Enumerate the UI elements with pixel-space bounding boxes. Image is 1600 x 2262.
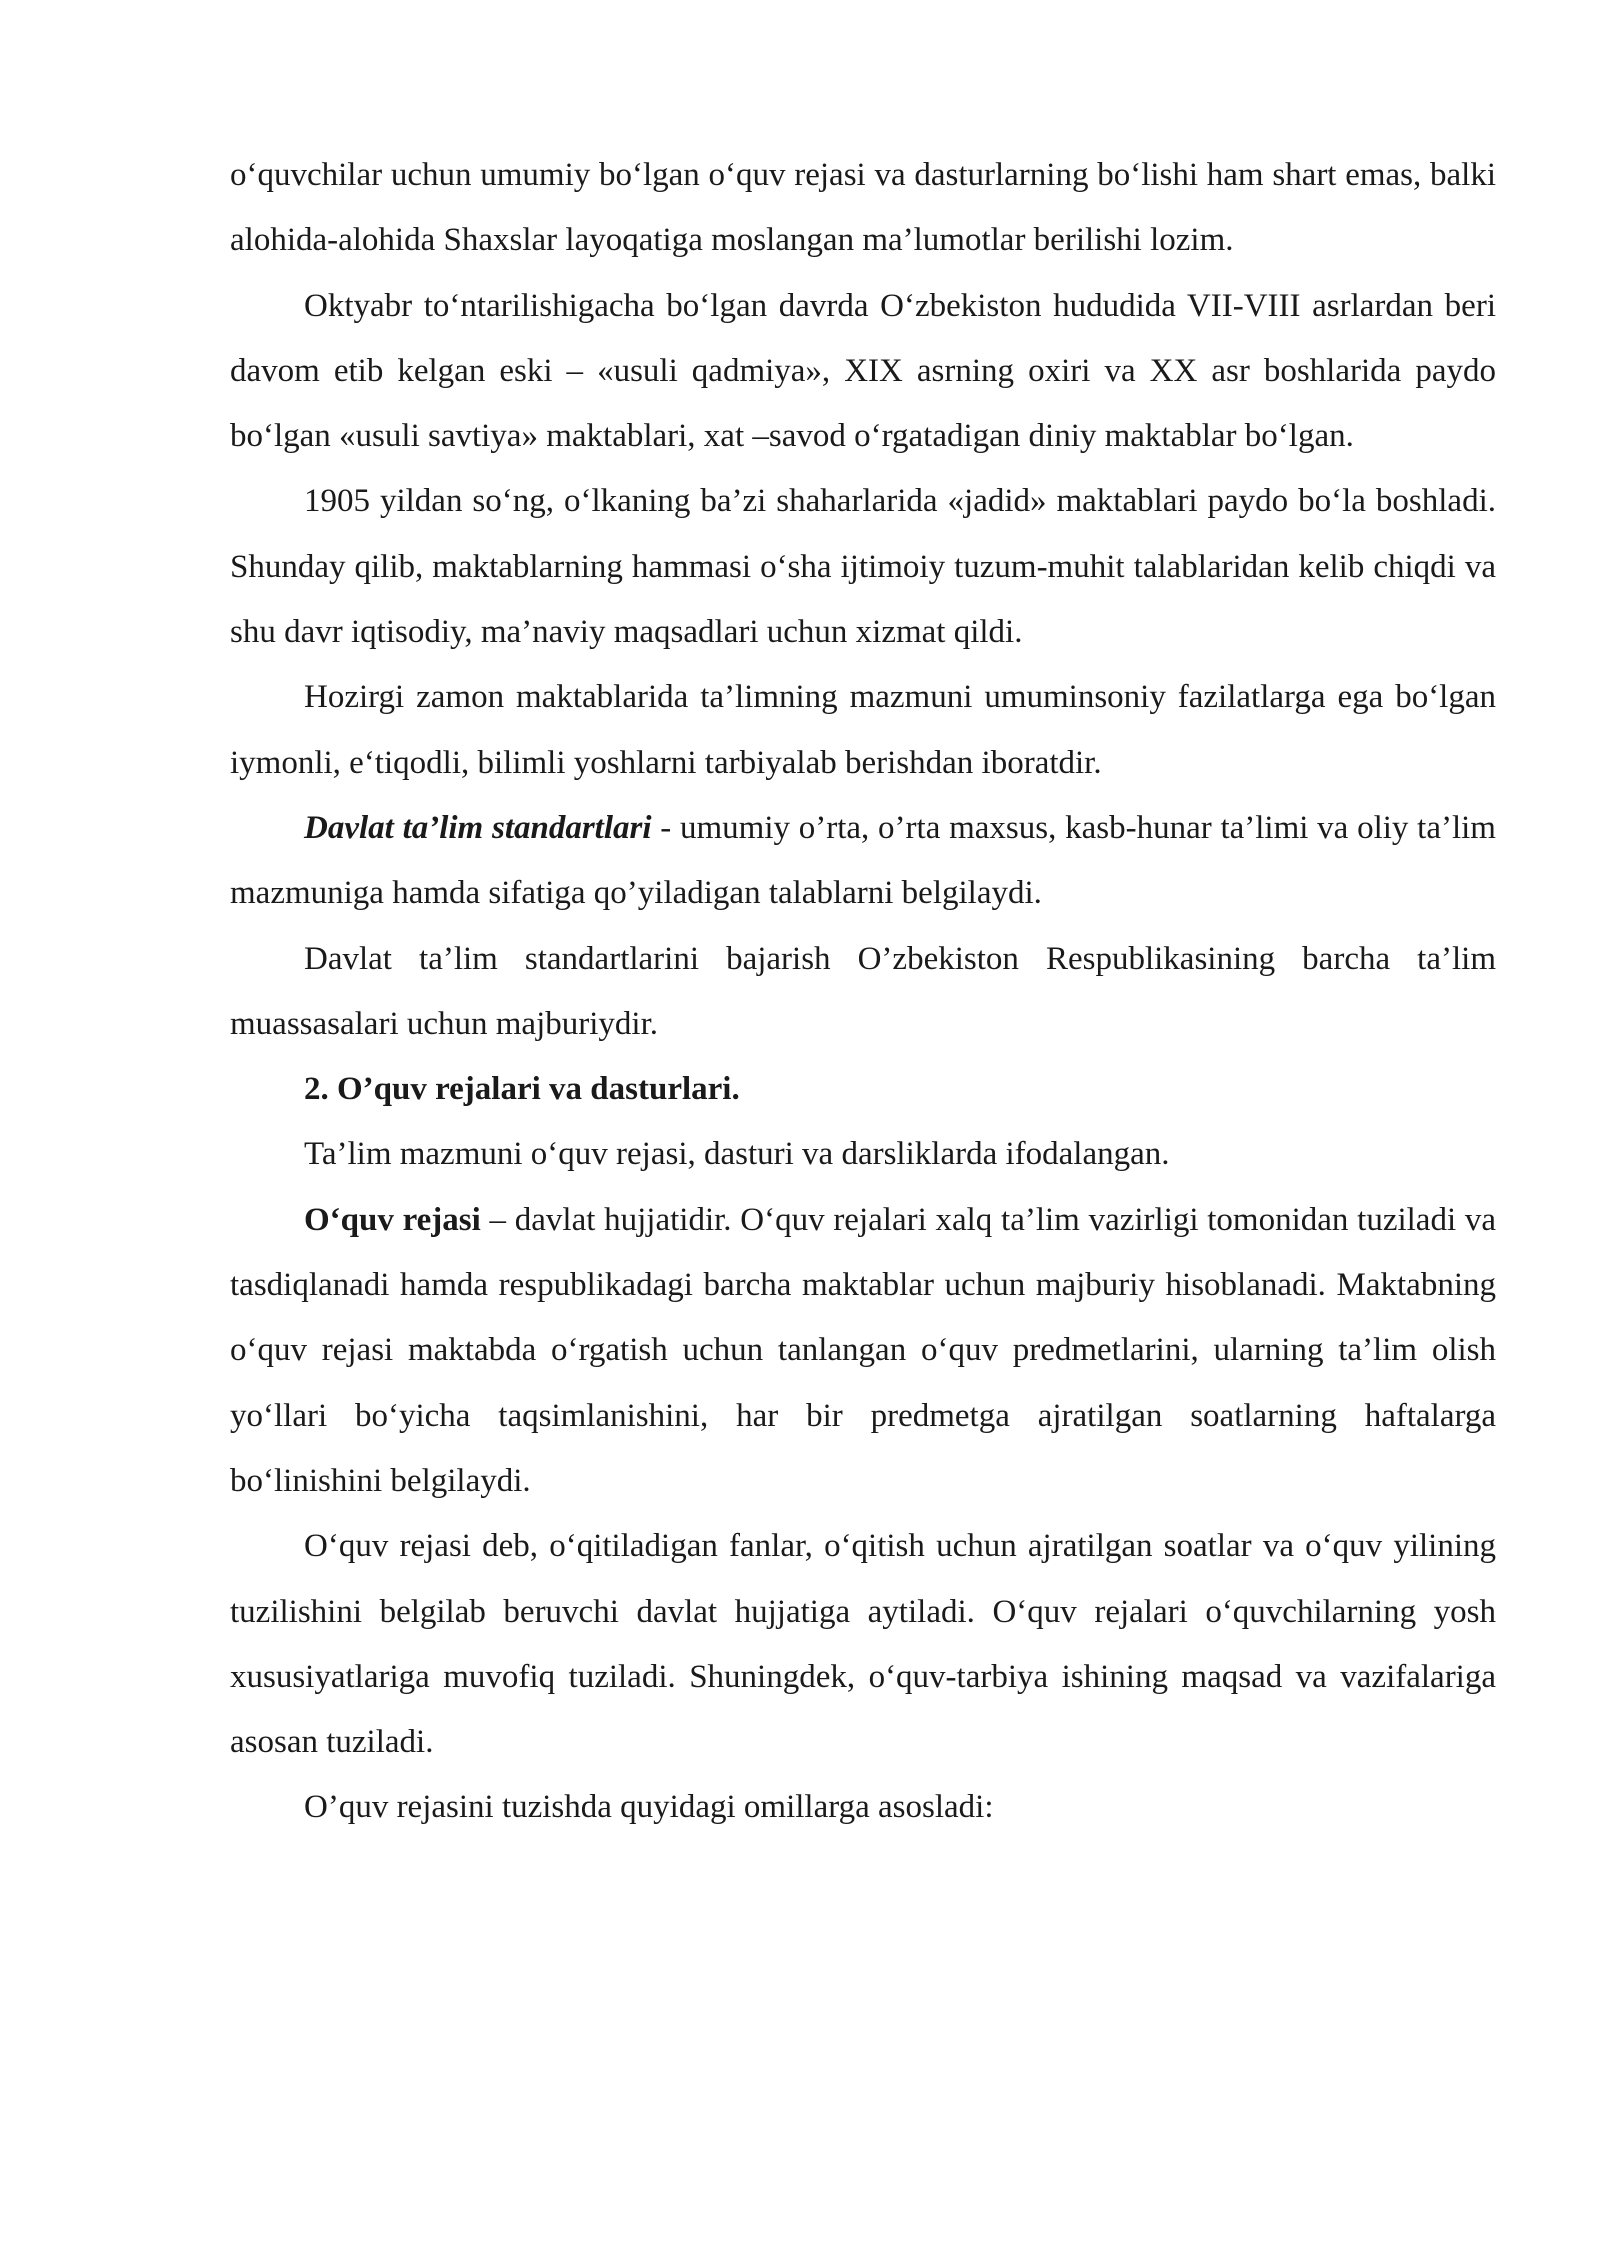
paragraph-standards-mandatory: Davlat ta’lim standartlarini bajarish O’zbekiston Respublikasining barcha ta’lim muassasalari uchun majburiydir. — [230, 940, 1496, 1042]
paragraph-content-expression: Ta’lim mazmuni o‘quv rejasi, dasturi va darsliklarda ifodalangan. — [304, 1136, 1170, 1173]
paragraph-history-schools: Oktyabr to‘ntarilishigacha bo‘lgan davrda O‘zbekiston hududida VII-VIII asrlardan beri davom etib kelgan eski – «usuli qadmiya», XIX asrning oxiri va XX asr boshlarida paydo bo‘lgan «usuli savtiya» maktablari, xat –savod o‘rgatadigan diniy maktablar bo‘lgan. — [230, 287, 1496, 455]
term-curriculum: O‘quv rejasi — [304, 1201, 481, 1238]
definition-curriculum: – davlat hujjatidir. O‘quv rejalari xalq ta’lim vazirligi tomonidan tuziladi va tasdiqlanadi hamda respublikadagi barcha maktablar uchun majburiy hisoblanadi. Maktabning o‘quv rejasi maktabda o‘rgatish uchun tanlangan o‘quv predmetlarini, ularning ta’lim olish yo‘llari bo‘yicha taqsimlanishini, har bir predmetga ajratilgan soatlarning haftalarga bo‘linishini belgilaydi. — [230, 1201, 1496, 1499]
paragraph-state-standards — [230, 796, 1496, 927]
term-state-standards: Davlat ta’lim standartlari — [304, 809, 652, 846]
paragraph-jadid-schools: 1905 yildan so‘ng, o‘lkaning ba’zi shaharlarida «jadid» maktablari paydo bo‘la boshladi. Shunday qilib, maktablarning hammasi o‘sha ijtimoiy tuzum-muhit talablaridan kelib chiqdi va shu davr iqtisodiy, ma’naviy maqsadlari uchun xizmat qildi. — [230, 483, 1496, 651]
paragraph-curriculum-explained: O‘quv rejasi deb, o‘qitiladigan fanlar, o‘qitish uchun ajratilgan soatlar va o‘quv yilining tuzilishini belgilab beruvchi davlat hujjatiga aytiladi. O‘quv rejalari o‘quvchilarning yosh xususiyatlariga muvofiq tuziladi. Shuningdek, o‘quv-tarbiya ishining maqsad va vazifalariga asosan tuziladi. — [230, 1528, 1496, 1761]
section-heading: 2. O’quv rejalari va dasturlari. — [304, 1071, 740, 1108]
paragraph-continuation: o‘quvchilar uchun umumiy bo‘lgan o‘quv rejasi va dasturlarning bo‘lishi ham shart emas, balki alohida-alohida Shaxslar layoqatiga moslangan ma’lumotlar berilishi lozim. — [230, 157, 1496, 259]
definition-state-standards: - umumiy o’rta, o’rta maxsus, kasb-hunar ta’limi va oliy ta’lim mazmuniga hamda sifatiga qo’yiladigan talablarni belgilaydi. — [230, 809, 1496, 912]
paragraph-curriculum-factors: O’quv rejasini tuzishda quyidagi omillarga asosladi: — [304, 1789, 994, 1826]
paragraph-curriculum-definition — [230, 1188, 1496, 1514]
document-body — [230, 143, 1496, 1841]
paragraph-modern-schools: Hozirgi zamon maktablarida ta’limning mazmuni umuminsoniy fazilatlarga ega bo‘lgan iymonli, e‘tiqodli, bilimli yoshlarni tarbiyalab berishdan iboratdir. — [230, 679, 1496, 781]
